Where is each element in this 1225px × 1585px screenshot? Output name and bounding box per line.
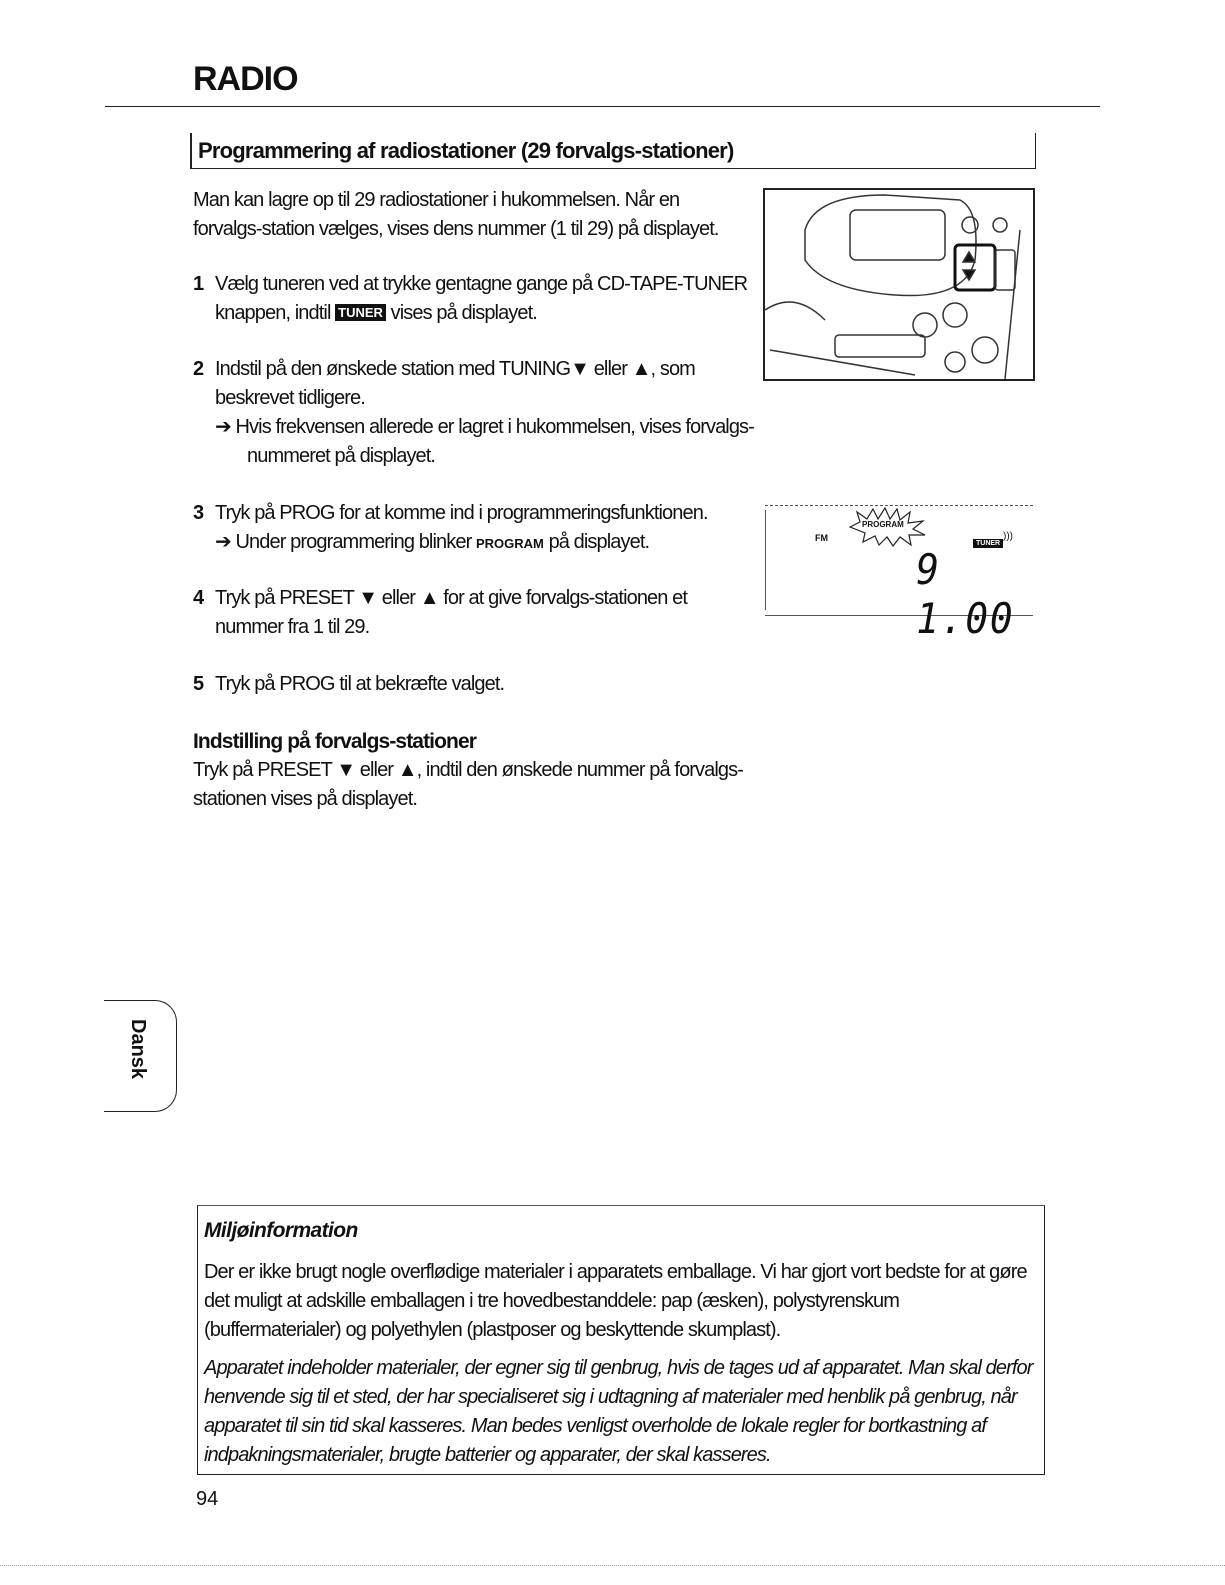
language-tab: [104, 1000, 177, 1112]
section-heading: Programmering af radiostationer (29 forvalgs-stationer): [198, 138, 734, 163]
step-text: Tryk på PROG for at komme ind i programmeringsfunktionen.: [215, 502, 708, 524]
program-indicator: PROGRAM: [862, 520, 904, 529]
text: Under programmering blinker: [235, 531, 472, 553]
step-text: Tryk på PROG til at bekræfte valget.: [215, 673, 505, 695]
text: på displayet.: [548, 531, 650, 553]
frequency-readout: 9 1.00: [916, 545, 1015, 643]
text: knappen, indtil: [215, 302, 331, 324]
text: Hvis frekvensen allerede er lagret i hukommelsen, vises forvalgs-nummeret på displayet.: [235, 416, 754, 467]
step-4: [193, 584, 773, 642]
step-text: Vælg tuneren ved at trykke gentagne gange på CD-TAPE-TUNER: [215, 273, 748, 295]
arrow-icon: ➔: [215, 416, 236, 438]
step-number: 2: [193, 358, 204, 380]
preset-section: [193, 727, 793, 814]
page-number: 94: [196, 1488, 219, 1510]
page-edge: [0, 1565, 1225, 1566]
step-text: Tryk på PRESET ▼ eller ▲ for at give forvalgs-stationen et: [215, 587, 688, 609]
environment-heading: Miljøinformation: [204, 1219, 358, 1242]
intro-line: Man kan lagre op til 29 radiostationer i hukommelsen. Når en: [193, 189, 680, 211]
text: vises på displayet.: [390, 302, 537, 324]
result-note: [215, 528, 773, 558]
arrow-icon: ➔: [215, 531, 236, 553]
intro-line: forvalgs-station vælges, vises dens nummer (1 til 29) på displayet.: [193, 218, 719, 240]
lcd-display-illustration: [765, 505, 1035, 643]
section-heading-box: [190, 133, 1036, 169]
step-1: [193, 270, 773, 328]
sub-heading: Indstilling på forvalgs-stationer: [193, 730, 477, 753]
page-title: RADIO: [193, 60, 298, 98]
signal-icon: ))): [1003, 531, 1013, 542]
device-illustration: [763, 188, 1035, 381]
intro-paragraph: [193, 186, 763, 244]
tuner-badge: TUNER: [335, 304, 386, 321]
step-text: [215, 299, 773, 328]
result-note: [215, 413, 773, 471]
fm-indicator: FM: [815, 533, 828, 543]
step-number: 4: [193, 587, 204, 609]
program-label: PROGRAM: [476, 536, 544, 551]
step-number: 1: [193, 273, 204, 295]
environment-info-box: [197, 1205, 1045, 1475]
step-number: 3: [193, 502, 204, 524]
step-number: 5: [193, 673, 204, 695]
title-divider: [105, 106, 1100, 107]
sub-text: stationen vises på displayet.: [193, 788, 418, 810]
step-text: Indstil på den ønskede station med TUNING▼ eller ▲, som: [215, 358, 695, 380]
language-tab-label: Dansk: [127, 1019, 149, 1080]
environment-paragraph: Der er ikke brugt nogle overflødige materialer i apparatets emballage. Vi har gjort vort bedste for at gøre det muligt at adskille emballagen i tre hovedbestanddele: pap (æsken), polystyrenskum (buffermaterialer) og polyethylen (plastposer og beskyttende skumplast).: [204, 1261, 1027, 1341]
step-text: nummer fra 1 til 29.: [215, 616, 370, 638]
step-3: [193, 499, 773, 558]
environment-paragraph-italic: Apparatet indeholder materialer, der egner sig til genbrug, hvis de tages ud af apparatet. Man skal derfor henvende sig til et sted, der har specialiseret sig i udtagning af materialer med henblik på genbrug, når apparatet til sin tid skal kasseres. Man bedes venligst overholde de lokale regler for bortkastning af indpakningsmaterialer, brugte batterier og apparater, der skal kasseres.: [204, 1357, 1033, 1466]
step-text: beskrevet tidligere.: [215, 387, 365, 409]
tuner-indicator: TUNER: [973, 539, 1003, 548]
sub-text: Tryk på PRESET ▼ eller ▲, indtil den ønskede nummer på forvalgs-: [193, 759, 743, 781]
step-2: [193, 355, 773, 471]
step-5: [193, 670, 773, 699]
